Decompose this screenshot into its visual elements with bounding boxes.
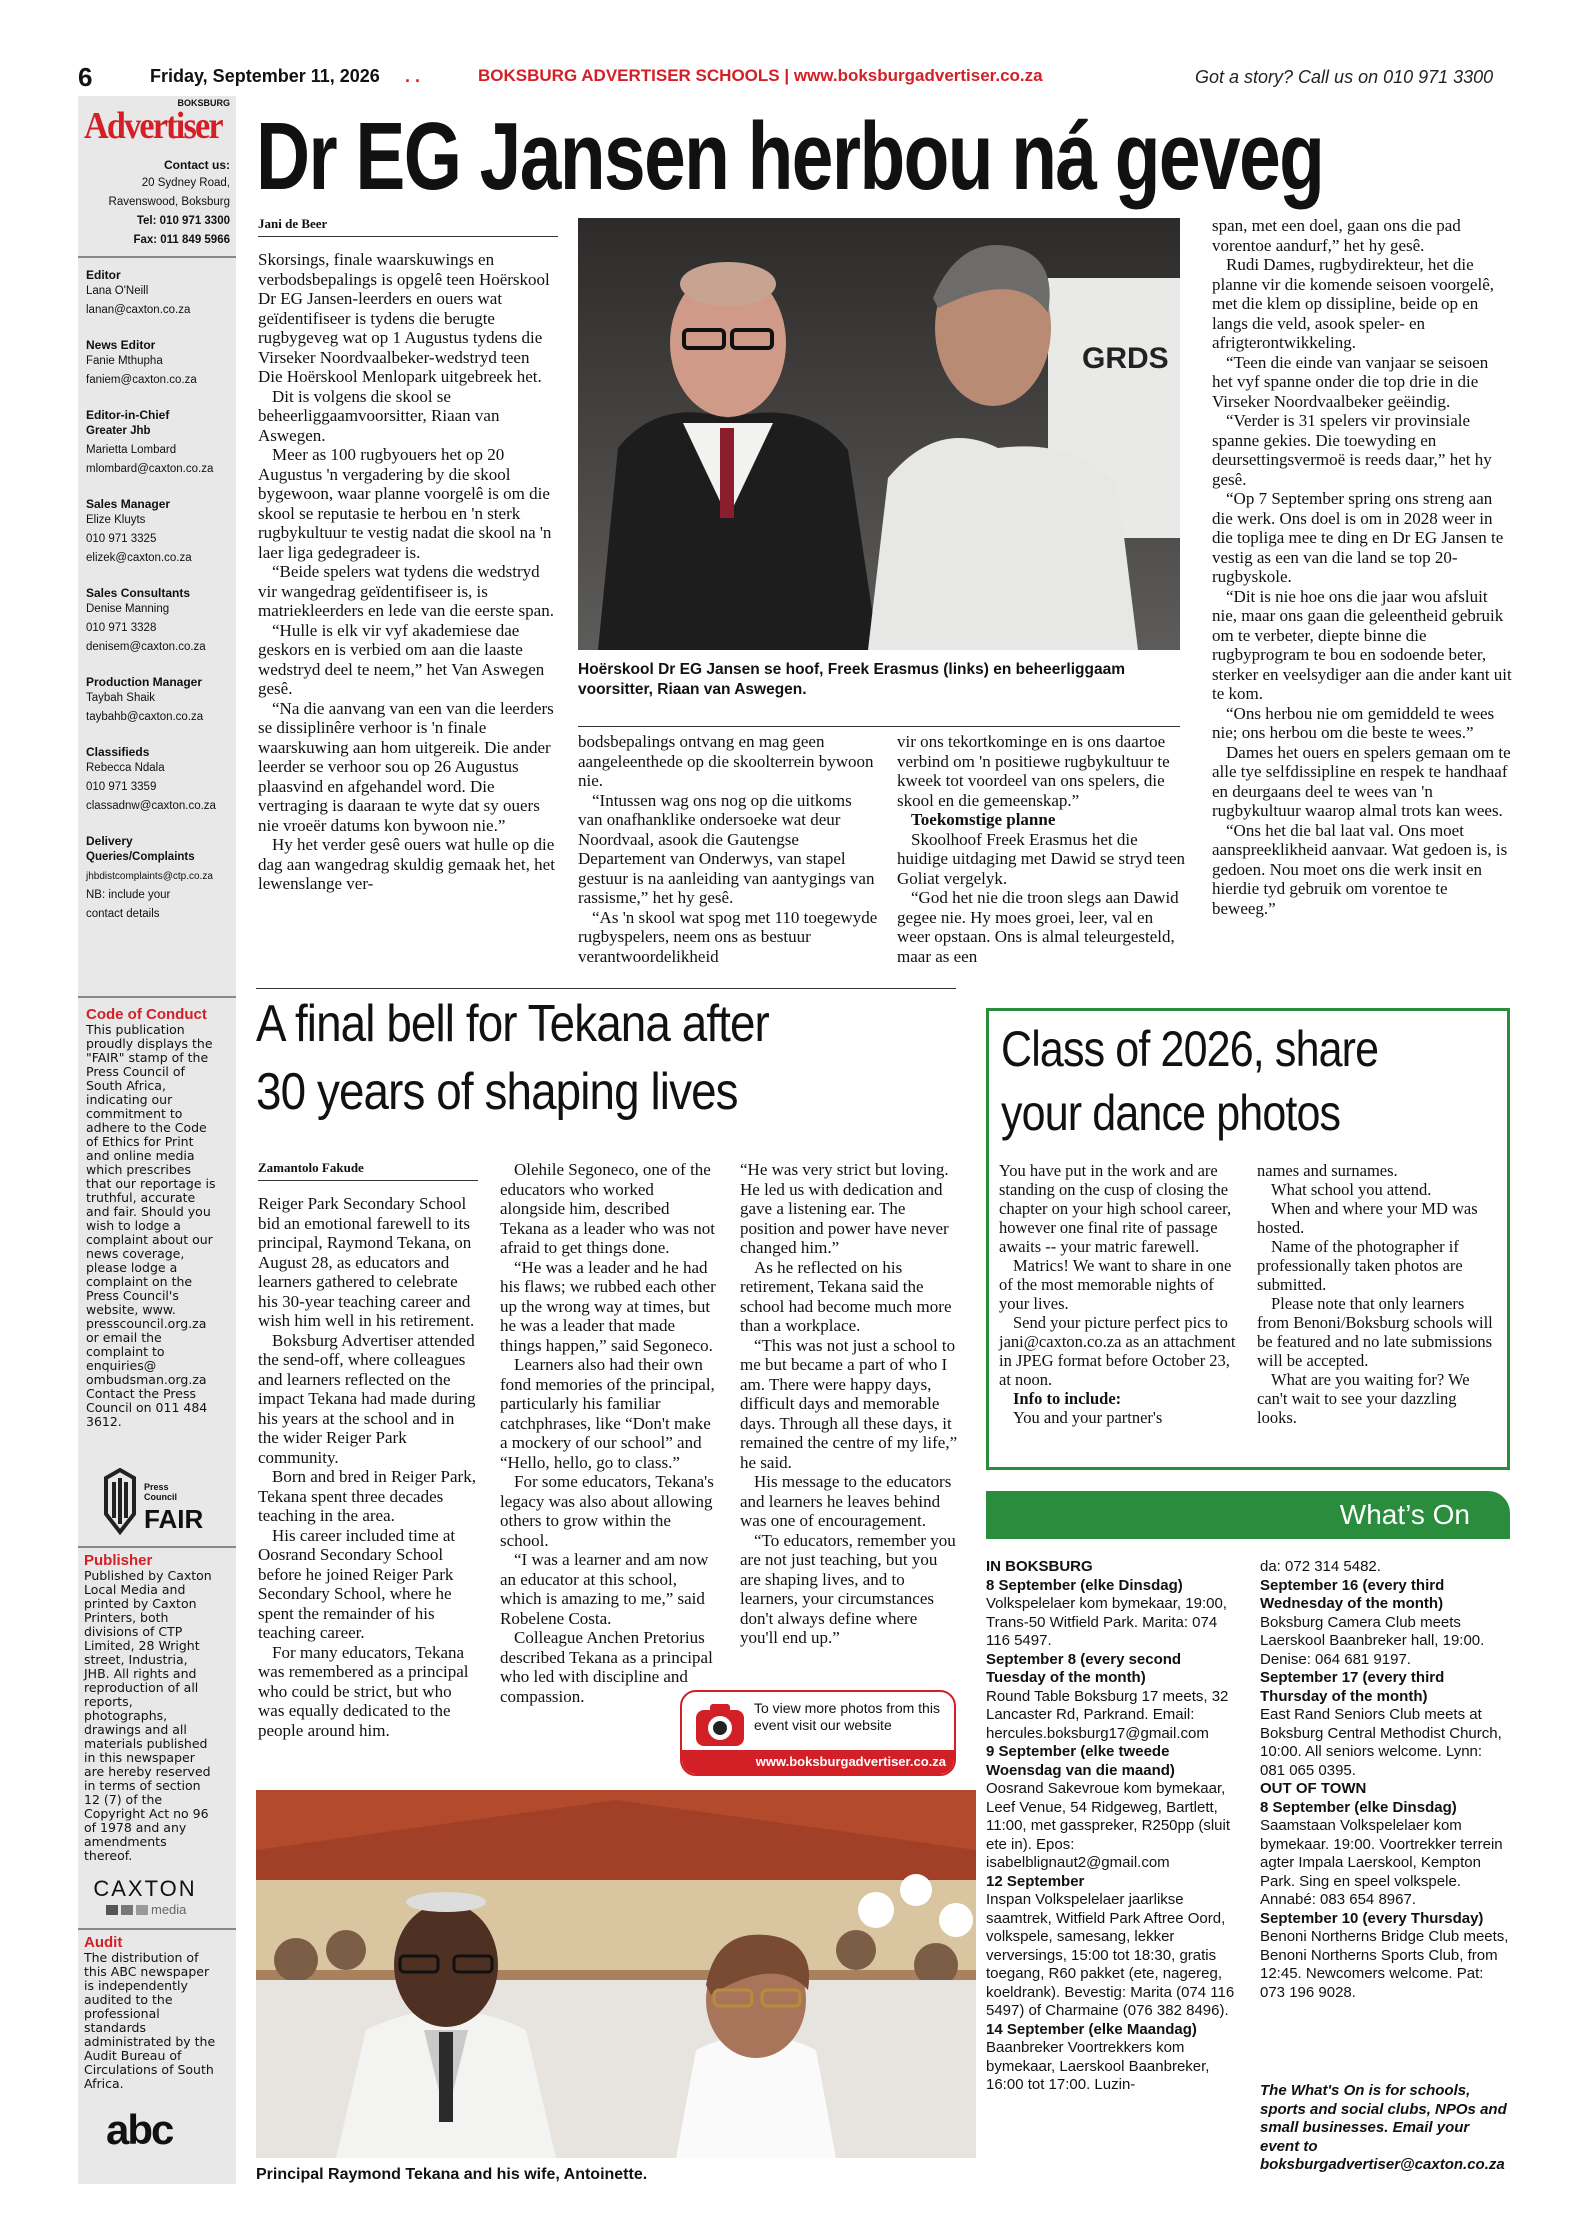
story2-headline bbox=[256, 990, 769, 1126]
paragraph: His message to the educators and learners he leaves behind was one of encouragement. bbox=[740, 1472, 952, 1530]
event-details: Oosrand Sakevroue kom bymekaar, Leef Venue, 54 Ridgeweg, Bartlett, 11:00, met gasspreker, R250pp (sluit ete in). Epos: isabelblignaut2@gmail.com bbox=[986, 1780, 1231, 1871]
whats-on-title: What’s On bbox=[1339, 1499, 1470, 1530]
staff-entry bbox=[86, 497, 232, 568]
info-heading: Info to include: bbox=[1013, 1389, 1122, 1408]
promo-text: To view more photos from this event visit our website bbox=[754, 1700, 940, 1733]
staff-role: Classifieds bbox=[86, 745, 150, 759]
event-details: Boksburg Camera Club meets Laerskool Baanbreker hall, 19:00. Denise: 064 681 9197. bbox=[1260, 1613, 1485, 1668]
event-date: September 8 (every second Tuesday of the month) bbox=[986, 1650, 1182, 1686]
event-details: Volkspelelaer kom bymekaar, 19:00, Trans-50 Witfield Park. Marita: 074 116 5497. bbox=[986, 1595, 1227, 1649]
story1-column-4 bbox=[1212, 216, 1512, 918]
staff-role: Production Manager bbox=[86, 675, 203, 689]
event-date: September 16 (every third Wednesday of the month) bbox=[1260, 1576, 1445, 1612]
paragraph: Learners also had their own fond memories of the principal, particularly his familiar catchphrases, like “Don't make a mockery of our school” and “Hello, hello, go to class.” bbox=[500, 1355, 715, 1472]
paragraph: Please note that only learners from Benoni/Boksburg schools will be featured and no late submissions will be accepted. bbox=[1257, 1294, 1493, 1370]
section-title[interactable]: BOKSBURG ADVERTISER SCHOOLS | www.boksburgadvertiser.co.za bbox=[478, 66, 1043, 85]
paragraph: names and surnames. bbox=[1257, 1161, 1398, 1180]
class-of-2026-box bbox=[986, 1008, 1510, 1470]
staff-entry bbox=[86, 338, 232, 390]
staff-detail[interactable]: taybahb@caxton.co.za bbox=[86, 711, 204, 723]
event-details: Inspan Volkspelelaer jaarlikse saamtrek, Witfield Park Aftree Oord, volkspele, samesang, lekker verversings, 15:00 tot 18:30, gratis toegang, R60 pakket (ete, nagereg, koeldrank). Bevestig: Marita (074 116 5497) of Charmaine (076 382 8496). bbox=[986, 1891, 1235, 2019]
story1-byline: Jani de Beer bbox=[258, 216, 328, 231]
paragraph: “He was a leader and he had his flaws; we rubbed each other up the wrong way at times, but he was a leader that made things happen,” said Segoneco. bbox=[500, 1257, 716, 1355]
staff-entry bbox=[86, 268, 232, 320]
whats-on-banner bbox=[986, 1491, 1510, 1539]
staff-entry bbox=[86, 745, 232, 816]
audit-block bbox=[84, 1934, 230, 2091]
principal-and-chair-photo bbox=[578, 218, 1180, 650]
paragraph: Colleague Anchen Pretorius described Tekana as a principal who led with discipline and compassion. bbox=[500, 1628, 713, 1706]
paragraph: “Hulle is elk vir vyf akademiese dae geskors en is verbied om aan die laaste wedstryd deel te neem,” het Van Aswegen gesê. bbox=[258, 620, 545, 698]
paragraph: “This was not just a school to me but became a part of who I am. There were happy days, difficult days and memorable days. Through all these days, it remained the centre of my life,” he said. bbox=[740, 1335, 958, 1472]
paragraph: “Verder is 31 spelers vir provinsiale spanne gekies. Die toewyding en deursettingsvermoë is reeds daar,” het hy gesê. bbox=[1212, 411, 1492, 489]
staff-detail: Elize Kluyts bbox=[86, 514, 146, 526]
header-dots: . . bbox=[405, 66, 421, 86]
staff-detail[interactable]: elizek@caxton.co.za bbox=[86, 552, 192, 564]
paragraph: Matrics! We want to share in one of the most memorable nights of your lives. bbox=[999, 1256, 1232, 1313]
paragraph: For some educators, Tekana's legacy was also about allowing others to grow within the school. bbox=[500, 1472, 714, 1550]
staff-role: Delivery bbox=[86, 834, 133, 848]
whats-on-column-1 bbox=[986, 1558, 1236, 2095]
paragraph: “Ons het die bal laat val. Ons moet aanspreeklikheid aanvaar. Wat gedoen is, is gedoen. Nou moet ons die werk insit en hierdie tyd gebruik om vorentoe te beweeg.” bbox=[1212, 820, 1508, 918]
staff-detail: Rebecca Ndala bbox=[86, 762, 165, 774]
paragraph: “Ons herbou nie om gemiddeld te wees nie; ons herbou om die beste te wees.” bbox=[1212, 703, 1495, 742]
paragraph: “Teen die einde van vanjaar se seisoen het vyf spanne onder die top drie in die Virseker Noordvaalbeker geëindig. bbox=[1212, 352, 1489, 411]
publisher-heading: Publisher bbox=[84, 1552, 153, 1569]
page-number: 6 bbox=[78, 62, 93, 92]
paragraph: Born and bred in Reiger Park, Tekana spent three decades teaching in the area. bbox=[258, 1467, 476, 1525]
view-more-photos-promo[interactable] bbox=[680, 1690, 956, 1776]
story2-column-1 bbox=[258, 1194, 476, 1740]
paragraph: For many educators, Tekana was remembered as a principal who could be strict, but who was equally dedicated to the people around him. bbox=[258, 1642, 469, 1740]
class-column-2 bbox=[1257, 1161, 1499, 1427]
paragraph: “I was a learner and am now an educator at this school, which is amazing to me,” said Robelene Costa. bbox=[500, 1550, 709, 1628]
story1-photo bbox=[578, 218, 1180, 650]
paragraph: “Intussen wag ons nog op die uitkoms van onafhanklike ondersoeke wat deur Noordvaal, asook die Gautengse Departement van Onderwys, van stapel gestuur is na aanleiding van aantygings van rassisme,” het hy gesê. bbox=[578, 790, 875, 907]
paragraph: What are you waiting for? We can't wait to see your dazzling looks. bbox=[1257, 1370, 1470, 1427]
tekana-farewell-photo bbox=[256, 1790, 976, 2158]
staff-detail: Greater Jhb bbox=[86, 425, 151, 437]
staff-directory bbox=[86, 268, 232, 942]
staff-detail: Fanie Mthupha bbox=[86, 355, 163, 367]
press-council-fair-logo bbox=[100, 1468, 220, 1540]
event-details: East Rand Seniors Club meets at Boksburg Central Methodist Church, 10:00. All seniors welcome. Lynn: 081 065 0395. bbox=[1260, 1706, 1502, 1779]
event-date: OUT OF TOWN bbox=[1260, 1780, 1367, 1797]
event-details: da: 072 314 5482. bbox=[1260, 1558, 1381, 1575]
event-date: 14 September (elke Maandag) bbox=[986, 2020, 1197, 2038]
contact-line: Fax: 011 849 5966 bbox=[133, 234, 230, 246]
staff-entry bbox=[86, 675, 232, 727]
publisher-block bbox=[84, 1552, 230, 1863]
event-details: Benoni Northerns Bridge Club meets, Benoni Northerns Sports Club, from 12:45. Newcomers welcome. Pat: 073 196 9028. bbox=[1260, 1928, 1509, 2001]
event-date: 12 September bbox=[986, 1872, 1085, 1890]
class-of-2026-headline bbox=[1001, 1017, 1378, 1145]
story1-column-2 bbox=[578, 732, 878, 966]
paragraph: “Na die aanvang van een van die leerders se dissiplinêre verhoor is 'n finale waarskuwing aan hom uitgereik. Die ander leerder se verhoor sou op 26 Augustus plaasvind en afgehandel word. Die vertraging is daaraan te wyte dat sy ouers nie vroeër datums kon bywoon nie.” bbox=[258, 698, 554, 835]
staff-detail[interactable]: denisem@caxton.co.za bbox=[86, 641, 206, 653]
staff-entry bbox=[86, 408, 232, 479]
event-date: September 17 (every third Thursday of the month) bbox=[1260, 1669, 1445, 1705]
paragraph: “Beide spelers wat tydens die wedstryd vir wangedrag geïdentifiseer is, is matriekleerders en lede van die eerste span. bbox=[258, 562, 554, 620]
logo-kicker: BOKSBURG bbox=[177, 98, 230, 108]
class-headline-line-1: Class of 2026, share bbox=[1001, 1021, 1379, 1077]
caxton-wordmark: CAXTON bbox=[93, 1876, 197, 1901]
paragraph: vir ons tekortkominge en is ons daartoe verbind om 'n positiewe rugbykultuur te kweek tot voordeel van ons spelers, die skool en die gemeenskap.” bbox=[897, 732, 1170, 810]
paragraph: “To educators, remember you are not just teaching, but you are shaping lives, and to learners, your circumstances don't always define where you'll end up.” bbox=[740, 1530, 956, 1647]
staff-role: Sales Manager bbox=[86, 497, 171, 511]
paragraph: His career included time at Oosrand Secondary School before he joined Reiger Park Secondary School, where he spent the remainder of his teaching career. bbox=[258, 1525, 456, 1642]
staff-role: Editor bbox=[86, 268, 121, 282]
press-council-shield-icon bbox=[100, 1468, 140, 1540]
code-of-conduct bbox=[86, 1006, 232, 1429]
paragraph: You and your partner's bbox=[1013, 1408, 1163, 1427]
staff-role: Sales Consultants bbox=[86, 586, 191, 600]
paragraph: When and where your MD was hosted. bbox=[1257, 1199, 1478, 1237]
paragraph: You have put in the work and are standing on the cusp of closing the chapter on your high school career, however one final rite of passage awaits -- your matric farewell. bbox=[999, 1161, 1232, 1256]
caxton-logo bbox=[86, 1876, 236, 1917]
caxton-media-label: media bbox=[151, 1902, 187, 1917]
paragraph: Skoolhoof Freek Erasmus het die huidige uitdaging met Dawid se stryd teen Goliat vergelyk. bbox=[897, 829, 1185, 888]
story2-column-3 bbox=[740, 1160, 958, 1648]
promo-url-link[interactable]: www.boksburgadvertiser.co.za bbox=[682, 1750, 954, 1774]
paragraph: Skorsings, finale waarskuwings en verbodsbepalings is opgelê teen Hoërskool Dr EG Jansen-leerders en ouers wat geïdentifiseer is tydens die berugte rugbygeveg wat op 1 Augustus tydens die Virseker Noordvaalbeker-wedstryd teen Die Hoërskool Menlopark uitgebreek het. bbox=[258, 250, 550, 386]
story2-byline: Zamantolo Fakude bbox=[258, 1160, 364, 1175]
fair-label: FAIR bbox=[144, 1504, 204, 1534]
staff-detail: Queries/Complaints bbox=[86, 851, 195, 863]
event-details: Saamstaan Volkspelelaer kom bymekaar. 19:00. Voortrekker terrein agter Impala Laerskool, Kempton Park. Sing en speel volkspele. Annabé: 083 654 8967. bbox=[1260, 1817, 1503, 1908]
story1-photo-caption: Hoërskool Dr EG Jansen se hoof, Freek Erasmus (links) en beheerliggaam voorsitter, Riaan van Aswegen. bbox=[578, 661, 1125, 698]
staff-detail[interactable]: faniem@caxton.co.za bbox=[86, 374, 197, 386]
staff-detail: 010 971 3325 bbox=[86, 533, 157, 545]
story2-photo bbox=[256, 1790, 976, 2158]
class-column-1 bbox=[999, 1161, 1241, 1427]
paragraph: span, met een doel, gaan ons die pad vorentoe aandurf,” het hy gesê. bbox=[1212, 216, 1461, 255]
event-date: 8 September (elke Dinsdag) bbox=[986, 1576, 1183, 1594]
camera-icon bbox=[694, 1702, 746, 1748]
staff-detail: Marietta Lombard bbox=[86, 444, 177, 456]
event-date: 9 September (elke tweede Woensdag van die maand) bbox=[986, 1743, 1175, 1779]
staff-detail: NB: include your bbox=[86, 889, 171, 901]
paragraph: “Dit is nie hoe ons die jaar wou afsluit nie, maar ons gaan die geleentheid gebruik om te verbeter, diepte binne die rugbyprogram te bou en sodoende beter, sterker en veelsydiger aan die ander kant uit te kom. bbox=[1212, 586, 1512, 703]
paragraph: Meer as 100 rugbyouers het op 20 Augustus 'n vergadering by die skool bygewoon, waar planne voorgelê is om die skool se reputasie te herbou en 'n sterk rugbykultuur te vestig nadat die skool na 'n laer liga gedegradeer is. bbox=[258, 445, 552, 562]
staff-detail[interactable]: classadnw@caxton.co.za bbox=[86, 800, 216, 812]
staff-detail: contact details bbox=[86, 908, 160, 920]
paragraph: Dit is volgens die skool se beheerliggaamvoorsitter, Riaan van Aswegen. bbox=[258, 386, 500, 445]
story2-headline-line-2: 30 years of shaping lives bbox=[256, 1063, 738, 1121]
event-date: 8 September (elke Dinsdag) bbox=[1260, 1798, 1457, 1816]
staff-detail: 010 971 3359 bbox=[86, 781, 157, 793]
newspaper-logo: Advertiser bbox=[84, 105, 222, 147]
paragraph: bodsbepalings ontvang en mag geen aangeleenthede op die skoolterrein bywoon nie. bbox=[578, 732, 874, 790]
paragraph: “As 'n skool wat spog met 110 toegewyde rugbyspelers, neem ons as bestuur verantwoordelikheid bbox=[578, 907, 878, 966]
paragraph: Boksburg Advertiser attended the send-off, where colleagues and learners reflected on the impact Tekana had made during his years at the school and in the wider Reiger Park community. bbox=[258, 1330, 476, 1467]
publication-date: Friday, September 11, 2026 bbox=[150, 66, 380, 86]
staff-detail: Taybah Shaik bbox=[86, 692, 156, 704]
abc-logo: abc bbox=[106, 2106, 173, 2153]
paragraph: “Op 7 September spring ons streng aan die werk. Ons doel is om in 2028 weer in die topliga mee te ding en Dr EG Jansen te vestig as een van die land se top 20-rugbyskole. bbox=[1212, 489, 1504, 586]
staff-detail: 010 971 3328 bbox=[86, 622, 157, 634]
contact-line: 20 Sydney Road, bbox=[141, 177, 230, 189]
paragraph: What school you attend. bbox=[1271, 1180, 1432, 1199]
audit-heading: Audit bbox=[84, 1934, 123, 1951]
contact-block bbox=[84, 154, 230, 250]
masthead-sidebar bbox=[78, 96, 236, 2184]
story1-column-3 bbox=[897, 732, 1187, 966]
staff-detail[interactable]: jhbdistcomplaints@ctp.co.za bbox=[86, 871, 213, 882]
publisher-text: Published by Caxton Local Media and printed by Caxton Printers, both divisions of CTP Limited, 28 Wright street, Industria, JHB. All rights and reproduction of all reports, photographs, drawings and all materials published in this newspaper are hereby reserved in terms of section 12 (7) of the Copyright Act no 96 of 1978 and any amendments thereof. bbox=[84, 1568, 212, 1863]
paragraph: “God het nie die troon slegs aan Dawid gegee nie. Hy moes groei, leer, val en weer opstaan. Ons is almal teleurgesteld, maar as een bbox=[897, 888, 1179, 966]
staff-role: Editor-in-Chief bbox=[86, 408, 170, 422]
photo-sign-text: GRDS bbox=[1082, 342, 1169, 375]
staff-entry bbox=[86, 834, 232, 924]
event-date: September 10 (every Thursday) bbox=[1260, 1909, 1484, 1927]
whats-on-column-2 bbox=[1260, 1558, 1510, 2002]
story-tagline: Got a story? Call us on 010 971 3300 bbox=[1195, 67, 1494, 87]
class-headline-line-2: your dance photos bbox=[1001, 1085, 1341, 1141]
paragraph: “He was very strict but loving. He led us with dedication and gave a listening ear. The position and power have never changed him.” bbox=[740, 1160, 949, 1257]
event-date: IN BOKSBURG bbox=[986, 1558, 1093, 1575]
story2-headline-line-1: A final bell for Tekana after bbox=[256, 995, 769, 1053]
staff-detail[interactable]: mlombard@caxton.co.za bbox=[86, 463, 214, 475]
contact-heading: Contact us: bbox=[164, 158, 230, 172]
staff-detail[interactable]: lanan@caxton.co.za bbox=[86, 304, 191, 316]
staff-detail: Denise Manning bbox=[86, 603, 170, 615]
contact-line: Ravenswood, Boksburg bbox=[108, 196, 230, 208]
main-headline: Dr EG Jansen herbou ná geveg bbox=[256, 103, 1324, 210]
paragraph: Dames het ouers en spelers gemaan om te alle tye selfdissipline en respek te handhaaf en deurgaans deel te wees van 'n rugbykultuur waarop almal trots kan wees. bbox=[1212, 742, 1511, 820]
code-of-conduct-heading: Code of Conduct bbox=[86, 1006, 207, 1023]
code-of-conduct-text: This publication proudly displays the "FAIR" stamp of the Press Council of South Africa, indicating our commitment to adhere to the Code of Ethics for Print and online media which prescribes that our reportage is truthful, accurate and fair. Should you wish to lodge a complaint about our news coverage, please lodge a complaint on the Press Council's website, www. presscouncil.org.za or email the complaint to enquiries@ ombudsman.org.za Contact the Press Council on 011 484 3612. bbox=[86, 1022, 216, 1429]
staff-role: News Editor bbox=[86, 338, 156, 352]
paragraph: Reiger Park Secondary School bid an emotional farewell to its principal, Raymond Tekana, on August 28, as educators and learners gathered to celebrate his 30-year teaching career and wish him well in his retirement. bbox=[258, 1194, 475, 1330]
whats-on-footer: The What's On is for schools, sports and social clubs, NPOs and small businesses. Email your event to boksburgadvertiser@caxton.co.za bbox=[1260, 2082, 1507, 2173]
paragraph: Send your picture perfect pics to jani@caxton.co.za as an attachment in JPEG format before October 23, at noon. bbox=[999, 1313, 1236, 1389]
paragraph: Rudi Dames, rugbydirekteur, het die planne vir die komende seisoen voorgelê, met die klem op dissipline, beide op en langs die veld, asook speler- en afrigterontwikkeling. bbox=[1212, 255, 1494, 352]
staff-detail: Lana O'Neill bbox=[86, 285, 149, 297]
paragraph: Olehile Segoneco, one of the educators who worked alongside him, described Tekana as a leader who was not afraid to get things done. bbox=[500, 1160, 715, 1257]
contact-line: Tel: 010 971 3300 bbox=[136, 215, 230, 227]
paragraph: Name of the photographer if professionally taken photos are submitted. bbox=[1257, 1237, 1463, 1294]
subheading: Toekomstige planne bbox=[911, 810, 1056, 829]
story2-photo-caption: Principal Raymond Tekana and his wife, Antoinette. bbox=[256, 2166, 648, 2183]
press-council-label: Press Council bbox=[144, 1482, 177, 1502]
audit-text: The distribution of this ABC newspaper is independently audited to the professional standards administrated by the Audit Bureau of Circulations of South Africa. bbox=[84, 1950, 216, 2091]
event-details: Baanbreker Voortrekkers kom bymekaar, Laerskool Baanbreker, 16:00 tot 17:00. Luzin- bbox=[986, 2039, 1210, 2093]
paragraph: As he reflected on his retirement, Tekana said the school had become much more than a workplace. bbox=[740, 1257, 952, 1335]
staff-entry bbox=[86, 586, 232, 657]
paragraph: Hy het verder gesê ouers wat hulle op die dag aan wangedrag skuldig gemaak het, het lewenslange ver- bbox=[258, 835, 555, 893]
story2-column-2 bbox=[500, 1160, 718, 1706]
event-details: Round Table Boksburg 17 meets, 32 Lancaster Rd, Parkrand. Email: hercules.boksburg17@gmail.com bbox=[986, 1687, 1229, 1742]
story1-column-1 bbox=[258, 250, 558, 894]
